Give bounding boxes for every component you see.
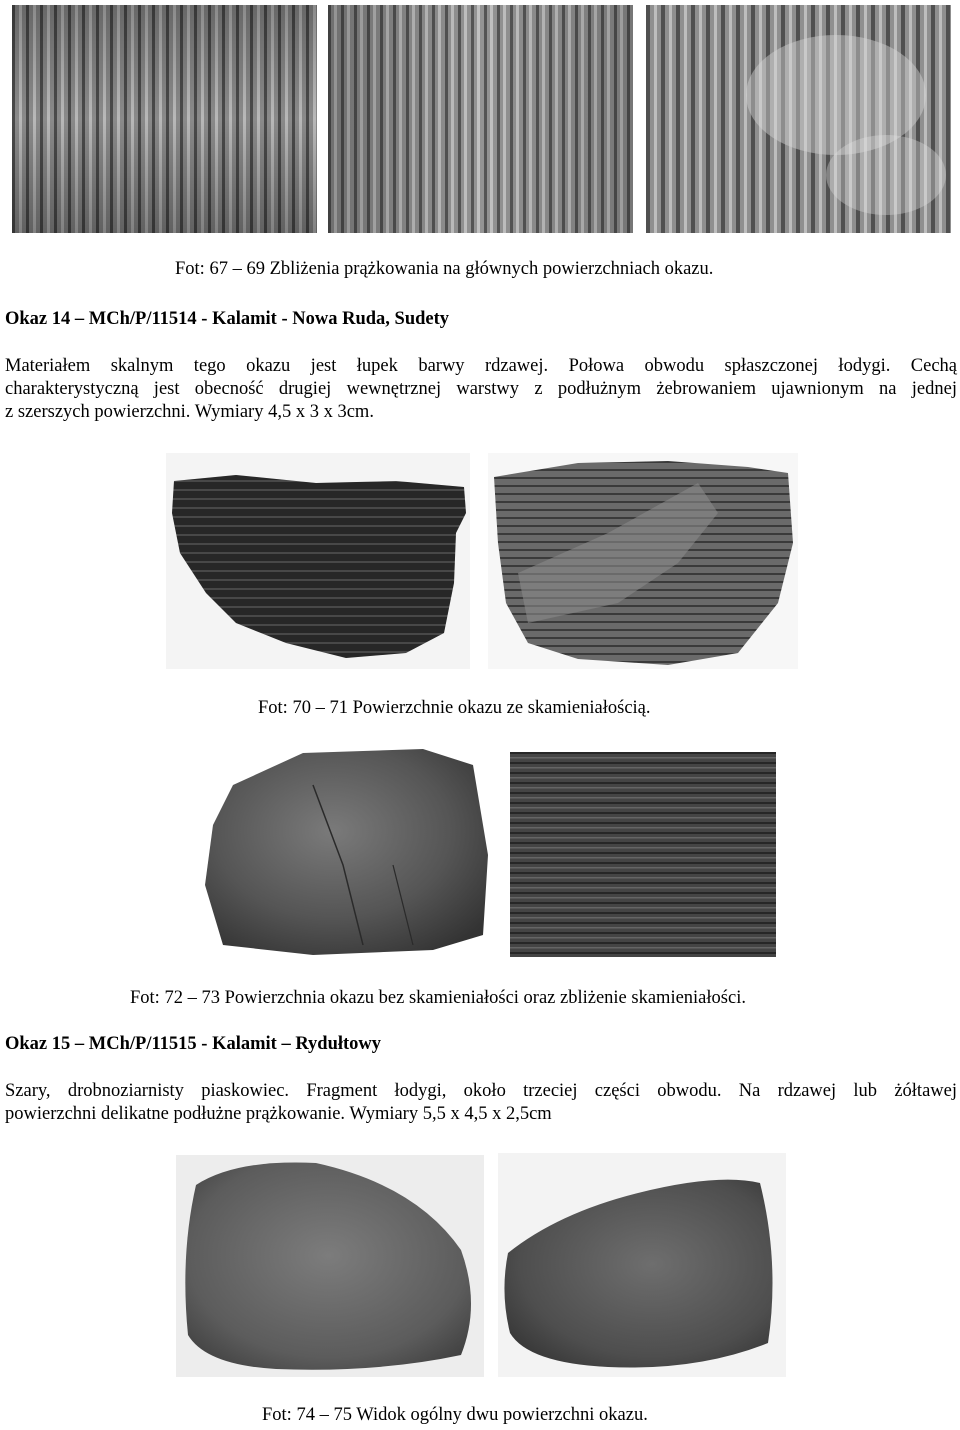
specimen-14-heading: Okaz 14 – MCh/P/11514 - Kalamit - Nowa Ruda, Sudety (5, 309, 450, 329)
photo-fot-71 (488, 453, 798, 669)
specimen-15-line-2: powierzchni delikatne podłużne prążkowanie. Wymiary 5,5 x 4,5 x 2,5cm (5, 1104, 552, 1124)
specimen-15-line-1: Szary, drobnoziarnisty piaskowiec. Fragment łodygi, około trzeciej części obwodu. Na rdzawej lub żółtawej (5, 1081, 957, 1101)
specimen-14-line-1: Materiałem skalnym tego okazu jest łupek barwy rdzawej. Połowa obwodu spłaszczonej łodygi. Cechą (5, 356, 957, 376)
photo-fot-67 (12, 5, 317, 233)
caption-fot-67-69: Fot: 67 – 69 Zbliżenia prążkowania na głównych powierzchniach okazu. (175, 259, 714, 279)
caption-fot-72-73: Fot: 72 – 73 Powierzchnia okazu bez skamieniałości oraz zbliżenie skamieniałości. (130, 988, 746, 1008)
photo-fot-69 (646, 5, 951, 233)
specimen-14-line-2: charakterystyczną jest obecność drugiej wewnętrznej warstwy z podłużnym żebrowaniem ujawnionym na jednej (5, 379, 957, 399)
photo-fot-68 (328, 5, 633, 233)
caption-fot-70-71: Fot: 70 – 71 Powierzchnie okazu ze skamieniałością. (258, 698, 651, 718)
photo-fot-72 (193, 745, 493, 959)
photo-fot-74 (176, 1155, 484, 1377)
photo-fot-70 (166, 453, 470, 669)
specimen-15-description (5, 1080, 957, 1126)
photo-fot-75 (498, 1153, 786, 1377)
specimen-14-line-3: z szerszych powierzchni. Wymiary 4,5 x 3 x 3cm. (5, 402, 374, 422)
specimen-15-heading: Okaz 15 – MCh/P/11515 - Kalamit – Rydułtowy (5, 1034, 382, 1054)
specimen-14-description (5, 355, 957, 424)
photo-fot-73 (510, 752, 776, 957)
caption-fot-74-75: Fot: 74 – 75 Widok ogólny dwu powierzchni okazu. (262, 1405, 648, 1425)
